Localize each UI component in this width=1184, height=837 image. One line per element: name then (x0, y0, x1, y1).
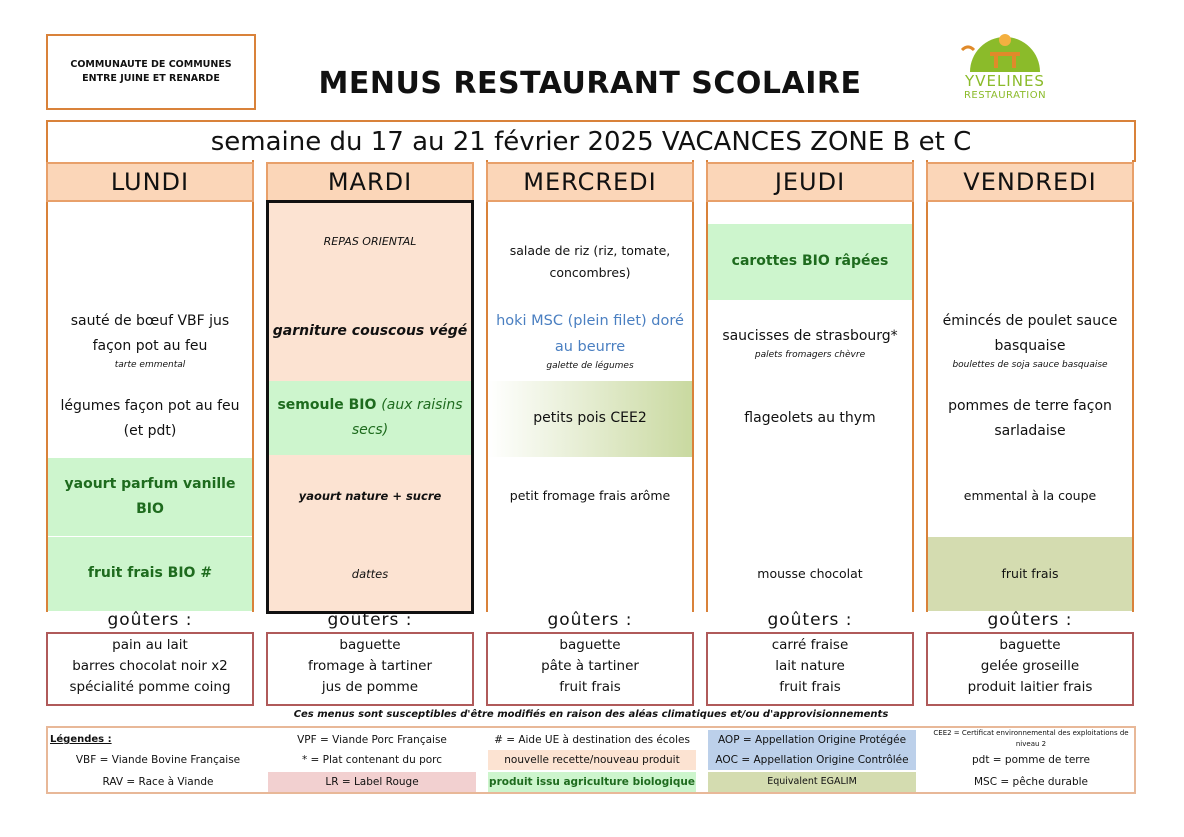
page-title: MENUS RESTAURANT SCOLAIRE (318, 66, 862, 101)
dessert-mardi: dattes (351, 566, 389, 581)
gouter-box-vendredi (926, 632, 1134, 706)
week-banner: semaine du 17 au 21 février 2025 VACANCES ZONE B et C (46, 120, 1136, 162)
legend-porc: * = Plat contenant du porc (301, 754, 443, 766)
legend-label-rouge: LR = Label Rouge (268, 772, 476, 792)
legend-aop: AOP = Appellation Origine Protégée (708, 730, 916, 750)
legend-egalim: Equivalent EGALIM (708, 772, 916, 792)
legend-nouveau: nouvelle recette/nouveau produit (488, 750, 696, 770)
dairy-vendredi: emmental à la coupe (963, 487, 1097, 503)
dessert-lundi: fruit frais BIO # (48, 537, 252, 611)
starter-mercredi: salade de riz (riz, tomate, concombres) (509, 242, 671, 280)
dessert-jeudi: mousse chocolat (757, 565, 863, 581)
main-dish-text: émincés de poulet sauce basquaise (942, 312, 1118, 354)
gouter-item: jus de pomme (321, 679, 419, 695)
legend-cee2: CEE2 = Certificat environnemental des exploitations de niveau 2 (933, 729, 1129, 748)
legend-pdt: pdt = pomme de terre (972, 754, 1090, 766)
gouter-box-jeudi (706, 632, 914, 706)
dairy-mercredi: petit fromage frais arôme (509, 487, 671, 503)
gouter-label-mardi: goûters : (327, 610, 413, 630)
day-header-mercredi: MERCREDI (486, 162, 694, 202)
logo-text-restauration: RESTAURATION (963, 90, 1047, 101)
legend-vbf: VBF = Viande Bovine Française (75, 754, 241, 766)
main-dish-lundi (48, 300, 252, 380)
side-dish-jeudi: flageolets au thym (744, 410, 876, 427)
side-dish-mardi (269, 381, 471, 455)
side-dish-lundi: légumes façon pot au feu (et pdt) (60, 397, 240, 439)
logo-text-yvelines: YVELINES (965, 72, 1045, 90)
theme-mardi: REPAS ORIENTAL (323, 235, 417, 249)
main-dish-text: saucisses de strasbourg* (722, 328, 898, 345)
main-dish-mercredi (488, 300, 692, 380)
gouter-label-lundi: goûters : (107, 610, 193, 630)
gouter-item: produit laitier frais (967, 679, 1093, 695)
main-dish-text: hoki MSC (plein filet) doré au beurre (496, 312, 684, 355)
side-dish-extra: (aux raisins secs) (351, 396, 463, 438)
gouter-label-vendredi: goûters : (987, 610, 1073, 630)
legend-aoc: AOC = Appellation Origine Contrôlée (708, 750, 916, 770)
gouter-item: baguette (999, 637, 1061, 653)
gouter-item: baguette (559, 637, 621, 653)
gouter-item: pain au lait (112, 637, 188, 653)
gouter-label-mercredi: goûters : (547, 610, 633, 630)
side-dish-mercredi: petits pois CEE2 (488, 381, 692, 457)
legend-title: Légendes : (50, 734, 112, 745)
main-dish-alt: galette de légumes (546, 360, 634, 371)
gouter-box-mercredi (486, 632, 694, 706)
gouter-item: carré fraise (771, 637, 849, 653)
gouter-item: pâte à tartiner (541, 658, 639, 674)
day-header-vendredi: VENDREDI (926, 162, 1134, 202)
starter-jeudi: carottes BIO râpées (708, 224, 912, 300)
dessert-vendredi: fruit frais (928, 537, 1132, 611)
gouter-item: lait nature (775, 658, 845, 674)
main-dish-mardi: garniture couscous végé (272, 323, 468, 340)
yvelines-logo (950, 26, 1070, 106)
gouter-item: fruit frais (559, 679, 621, 695)
legend-ue: # = Aide UE à destination des écoles (494, 734, 690, 746)
gouter-item: fruit frais (779, 679, 841, 695)
main-dish-alt: palets fromagers chèvre (754, 350, 866, 361)
main-dish-vendredi (928, 300, 1132, 380)
main-dish-jeudi (708, 306, 912, 380)
dairy-lundi: yaourt parfum vanille BIO (48, 458, 252, 536)
organization-box (46, 34, 256, 110)
day-header-lundi: LUNDI (46, 162, 254, 202)
main-dish-alt: boulettes de soja sauce basquaise (952, 359, 1108, 370)
legend-vpf: VPF = Viande Porc Française (297, 734, 447, 746)
side-dish-main (273, 393, 467, 443)
organization-name: COMMUNAUTE DE COMMUNES ENTRE JUINE ET RENARDE (70, 58, 232, 84)
legend-msc: MSC = pêche durable (974, 776, 1088, 788)
gouter-item: gelée groseille (980, 658, 1080, 674)
side-dish-vendredi: pommes de terre façon sarladaise (948, 397, 1112, 439)
main-dish-text: sauté de bœuf VBF jus façon pot au feu (70, 312, 230, 354)
legend-bio: produit issu agriculture biologique (488, 772, 696, 792)
disclaimer-note: Ces menus sont susceptibles d'être modifiés en raison des aléas climatiques et/ou d'approvisionnements (293, 709, 889, 720)
side-dish-bio: semoule BIO (277, 396, 377, 413)
gouter-label-jeudi: goûters : (767, 610, 853, 630)
day-header-jeudi: JEUDI (706, 162, 914, 202)
logo-icon (950, 26, 1060, 76)
gouter-item: barres chocolat noir x2 (72, 658, 228, 674)
dairy-mardi: yaourt nature + sucre (298, 488, 442, 503)
legend-rav: RAV = Race à Viande (102, 776, 214, 788)
gouter-item: baguette (339, 637, 401, 653)
gouter-item: spécialité pomme coing (69, 679, 231, 695)
gouter-item: fromage à tartiner (308, 658, 432, 674)
main-dish-alt: tarte emmental (114, 359, 186, 370)
gouter-box-mardi (266, 632, 474, 706)
legend-box (46, 726, 1136, 794)
day-header-mardi: MARDI (266, 162, 474, 202)
gouter-box-lundi (46, 632, 254, 706)
